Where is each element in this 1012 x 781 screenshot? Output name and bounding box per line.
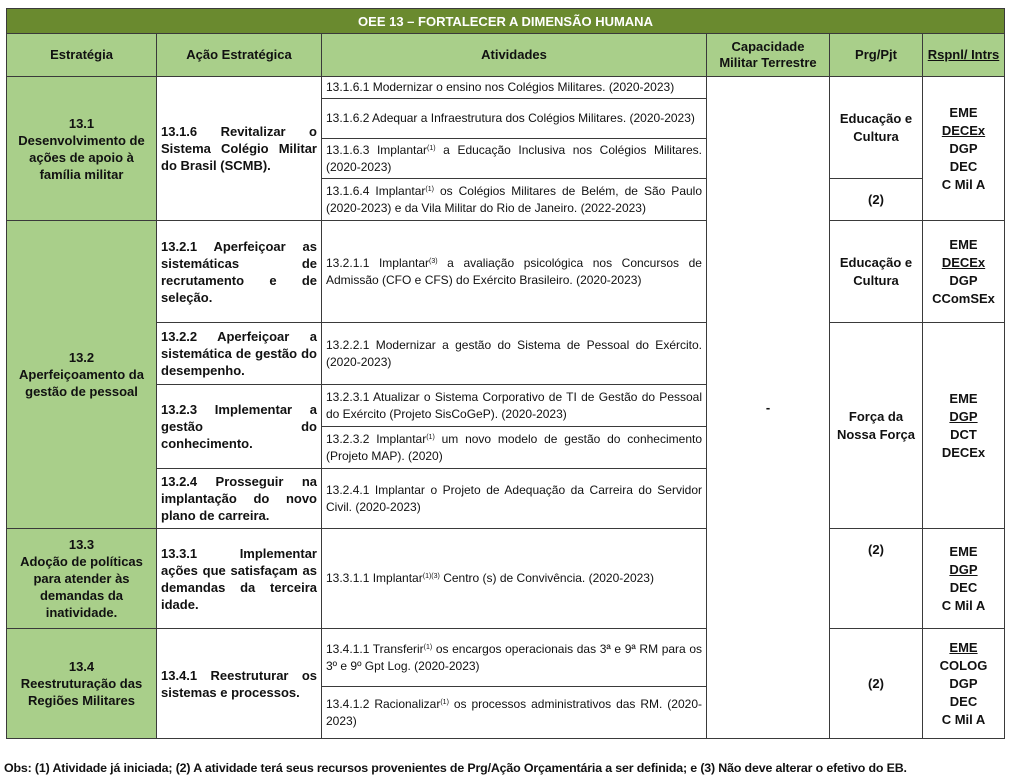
resp-13-2-2 [923, 323, 1005, 529]
prg-nota-2: (2) [830, 629, 923, 739]
prg-educacao-cultura: Educação e Cultura [830, 77, 923, 179]
resp-item: DECEx [941, 254, 986, 270]
resp-item: DGP [949, 272, 978, 288]
table-title: OEE 13 – FORTALECER A DIMENSÃO HUMANA [7, 9, 1005, 34]
atividade-13-2-1-1: 13.2.1.1 Implantar$^{(3)}$ a avaliação psicológica nos Concursos de Admissão (CFO e CFS) do Exército Brasileiro. (2020-2023) [322, 221, 707, 323]
atividade-13-2-4-1: 13.2.4.1 Implantar o Projeto de Adequação da Carreira do Servidor Civil. (2020-2023) [322, 469, 707, 529]
estrategia-label: Reestruturação das Regiões Militares [20, 676, 143, 708]
resp-13-3 [923, 529, 1005, 629]
resp-item: DGP [949, 561, 978, 577]
estrategia-13-4 [7, 629, 157, 739]
capacidade-cell: - [707, 77, 830, 739]
resp-item: DEC [949, 579, 978, 595]
estrategia-label: Aperfeiçoamento da gestão de pessoal [19, 367, 144, 399]
acao-13-2-3: 13.2.3 Implementar a gestão do conhecimento. [157, 385, 322, 469]
resp-item: EME [949, 639, 978, 655]
estrategia-label: Desenvolvimento de ações de apoio à família militar [18, 132, 145, 182]
oee-table [6, 8, 1005, 739]
resp-item: DEC [949, 158, 978, 174]
resp-item: EME [949, 390, 978, 406]
resp-item: C Mil A [941, 711, 986, 727]
resp-item: DCT [950, 426, 977, 442]
header-prg: Prg/Pjt [830, 34, 923, 77]
atividade-13-2-3-1: 13.2.3.1 Atualizar o Sistema Corporativo de TI de Gestão do Pessoal do Exército (Projeto SisCoGeP). (2020-2023) [322, 385, 707, 427]
atividade-13-1-6-3: 13.1.6.3 Implantar$^{(1)}$ a Educação Inclusiva nos Colégios Militares. (2020-2023) [322, 139, 707, 179]
atividade-13-1-6-4: 13.1.6.4 Implantar$^{(1)}$ os Colégios Militares de Belém, de São Paulo (2020-2023) e da Vila Militar do Rio de Janeiro. (2022-2023) [322, 179, 707, 221]
prg-educacao-cultura: Educação e Cultura [830, 221, 923, 323]
header-atividades: Atividades [322, 34, 707, 77]
resp-13-1 [923, 77, 1005, 221]
estrategia-label: Adoção de políticas para atender às demandas da inatividade. [20, 554, 143, 620]
atividade-13-2-3-2: 13.2.3.2 Implantar$^{(1)}$ um novo modelo de gestão do conhecimento (Projeto MAP). (2020) [322, 427, 707, 469]
resp-item: DGP [949, 675, 978, 691]
resp-item: C Mil A [941, 176, 986, 192]
prg-forca-nossa-forca: Força da Nossa Força [830, 323, 923, 529]
estrategia-number: 13.1 [68, 115, 95, 131]
atividade-13-4-1-2: 13.4.1.2 Racionalizar$^{(1)}$ os processos administrativos das RM. (2020-2023) [322, 687, 707, 739]
atividade-13-3-1-1: 13.3.1.1 Implantar$^{(1)(3)}$ Centro (s) de Convivência. (2020-2023) [322, 529, 707, 629]
resp-item: DEC [949, 693, 978, 709]
resp-item: DECEx [941, 444, 986, 460]
prg-nota-2: (2) [830, 529, 923, 629]
atividade-13-2-2-1: 13.2.2.1 Modernizar a gestão do Sistema de Pessoal do Exército. (2020-2023) [322, 323, 707, 385]
footnote-obs: Obs: (1) Atividade já iniciada; (2) A atividade terá seus recursos provenientes de Prg/Ação Orçamentária a ser definida; e (3) Não deve alterar o efetivo do EB. [4, 761, 907, 775]
resp-item: DGP [949, 408, 978, 424]
resp-item: C Mil A [941, 597, 986, 613]
resp-item: EME [949, 104, 978, 120]
prg-nota-2: (2) [830, 179, 923, 221]
resp-item: EME [949, 236, 978, 252]
resp-13-4 [923, 629, 1005, 739]
acao-13-4-1: 13.4.1 Reestruturar os sistemas e processos. [157, 629, 322, 739]
acao-13-3-1: 13.3.1 Implementar ações que satisfaçam as demandas da terceira idade. [157, 529, 322, 629]
estrategia-number: 13.4 [68, 659, 95, 674]
atividade-13-1-6-2: 13.1.6.2 Adequar a Infraestrutura dos Colégios Militares. (2020-2023) [322, 99, 707, 139]
resp-13-2-1 [923, 221, 1005, 323]
acao-13-2-1: 13.2.1 Aperfeiçoar as sistemáticas de recrutamento e de seleção. [157, 221, 322, 323]
resp-item: COLOG [939, 657, 988, 673]
estrategia-13-1 [7, 77, 157, 221]
estrategia-number: 13.3 [68, 537, 95, 552]
atividade-13-4-1-1: 13.4.1.1 Transferir$^{(1)}$ os encargos operacionais das 3ª e 9ª RM para os 3º e 9º Gpt Log. (2020-2023) [322, 629, 707, 687]
estrategia-13-2 [7, 221, 157, 529]
estrategia-13-3 [7, 529, 157, 629]
header-estrategia: Estratégia [7, 34, 157, 77]
header-resp: Rspnl/ Intrs [923, 34, 1005, 77]
header-capacidade: Capacidade Militar Terrestre [707, 34, 830, 77]
resp-item: DGP [949, 140, 978, 156]
resp-item: DECEx [941, 122, 986, 138]
header-acao: Ação Estratégica [157, 34, 322, 77]
acao-13-2-4: 13.2.4 Prosseguir na implantação do novo plano de carreira. [157, 469, 322, 529]
acao-13-1-6: 13.1.6 Revitalizar o Sistema Colégio Militar do Brasil (SCMB). [157, 77, 322, 221]
acao-13-2-2: 13.2.2 Aperfeiçoar a sistemática de gestão do desempenho. [157, 323, 322, 385]
atividade-13-1-6-1: 13.1.6.1 Modernizar o ensino nos Colégios Militares. (2020-2023) [322, 77, 707, 99]
resp-item: EME [949, 543, 978, 559]
resp-item: CComSEx [932, 290, 995, 306]
estrategia-number: 13.2 [68, 350, 95, 365]
